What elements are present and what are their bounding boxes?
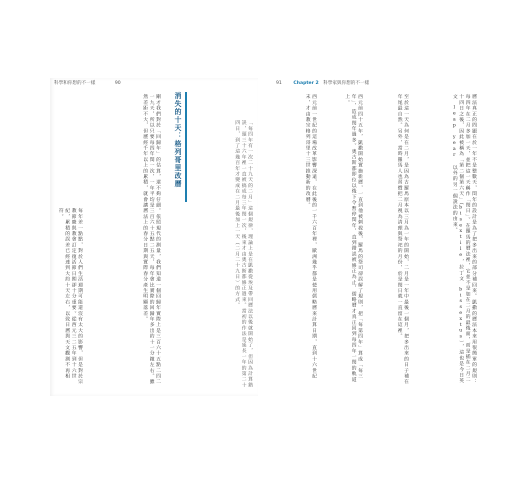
right-page-number: 91 — [276, 81, 282, 86]
left-paragraph-3: 每年差一點點，對於人們生活週期可能還沒有太大的影響，但是對於宗教節慶與教會訂定復活節日期卻十分重要。從西元三二五年到十六世紀，累積的誤差已經達到大約十天左右，以致日曆與天文觀測不再相符。 — [57, 208, 82, 385]
left-page-number: 90 — [114, 81, 121, 86]
book-spread — [50, 78, 480, 396]
right-paragraph-4: 西元前一世紀的這場改革影響深遠，在此後的一千六百年裡，歐洲幾乎都是使用儒略曆來計算日期，直到十六世紀末，才由教宗格列哥里十三世推動新的改曆。 — [304, 94, 316, 379]
section-subheading: 消失的十天：格列哥里改曆 — [172, 92, 187, 202]
left-paragraph-quote: 「每四年有一次二十九天的二月」這個規律，理論上是在凱撒從埃及帶回曆法以後就開始了，但因為計算錯誤，頭三十六年裡一直被搞成每三年閏一次，後來才由奧古斯都修正過來。當初的作法是延長一年的第二十四日，到了這幾百年才變成在二月最後加上一天（二月二十九日）的方式。 — [234, 120, 252, 388]
right-paragraph-3: 西元前四十五年，凱撒開始實施新曆，一直到他被刺殺後，羅馬的祭司卻誤解了規則，把「每第四年」算成「每三年」，造成閏年過多。奧古斯都即位以後下令暫停閏年，直到錯誤被修正為止，儒略曆才真正回到每四年一閏的軌道上。 — [344, 94, 362, 383]
right-header-title: 科學家與你想的不一樣 — [323, 81, 370, 86]
left-running-header — [54, 80, 121, 86]
right-running-header — [276, 80, 369, 86]
left-header-title: 科學和你想的不一樣 — [54, 81, 96, 86]
right-paragraph-2: 至於這一天為何是在二月，是因為古羅馬原本以三月為一年的開始，二月是一年中最後一個月，把多出來的日子補在年尾最自然。另外，當時羅馬人也習慣把二月視為清理與祭祀的月份，於是閏日就一直留在這裡。 — [396, 94, 408, 385]
right-paragraph-1: 曆法真正的問題在於一年不是整數天，閏年的設計是為了把多出來的部分補回來。凱撒的曆法本來用很簡單的規則：每四年在二月多加一天，並把這一天稱作「閏日」。在羅馬的曆法裡，它並不是加在二月的最後面，而是插在二月二十四日之後，因此被稱為「第二個第六天」（bisextile，拉丁文 bissextus），這也是今日英文 leap year 以外的另一個說法的由來。 — [451, 94, 476, 385]
left-paragraph-2: 剛才我們對於「回歸年」的估算，還不夠仔細。依照現代的測量，我們知道一個回歸年實際上是三百六十五點二四二一九天，所以只要每四年閏一次，一年平均是三百六十五點二五天，每年會比實際的回歸年多出約十一分鐘左右。雖然差距不大，但歷經千年以上的累積，就會讓曆法上的春分日期與實際春分產生明顯落差。 — [142, 94, 160, 385]
chapter-label: Chapter 2 — [293, 81, 319, 86]
right-page — [272, 78, 480, 396]
left-page — [50, 78, 258, 396]
